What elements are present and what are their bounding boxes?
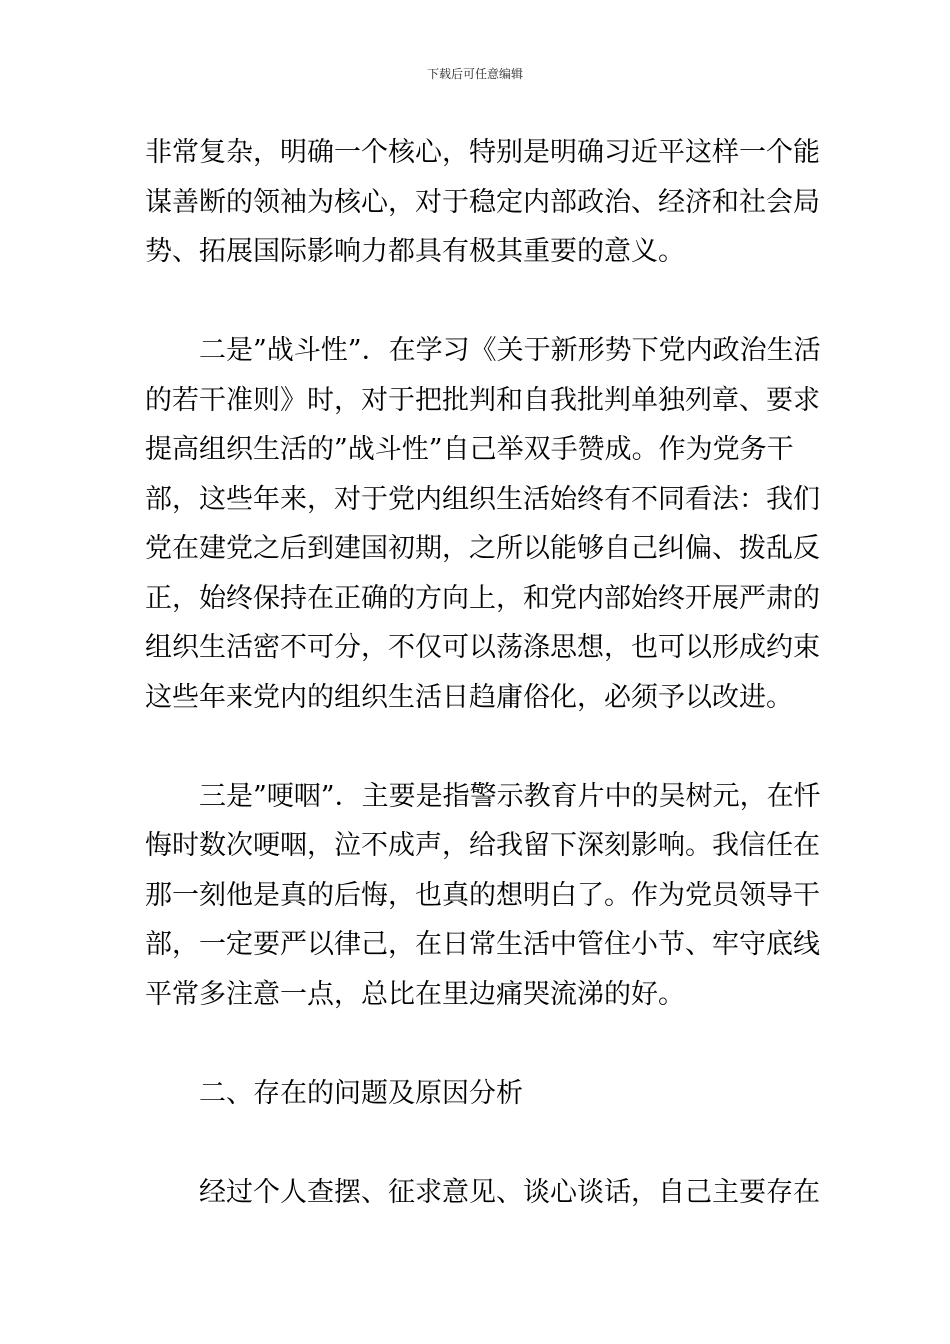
text-line: 部，这些年来，对于党内组织生活始终有不同看法：我们 <box>145 483 820 515</box>
text-line: 党在建党之后到建国初期，之所以能够自己纠偏、拨乱反 <box>145 533 820 564</box>
text-line: 部，一定要严以律己，在日常生活中管住小节、牢守底线 <box>145 929 820 960</box>
text-line: 二是”战斗性”．在学习《关于新形势下党内政治生活 <box>199 335 821 366</box>
paragraph-gap <box>145 277 810 327</box>
text-line: 的若干准则》时，对于把批判和自我批判单独列章、要求 <box>145 384 820 416</box>
paragraph <box>145 326 821 722</box>
document-body <box>145 128 821 1217</box>
text-line: 平常多注意一点，总比在里边痛哭流涕的好。 <box>145 978 685 1010</box>
text-line: 提高组织生活的”战斗性”自己举双手赞成。作为党务干 <box>145 434 794 465</box>
paragraph-gap <box>145 722 810 772</box>
text-line: 势、拓展国际影响力都具有极其重要的意义。 <box>145 236 685 267</box>
text-line: 非常复杂，明确一个核心，特别是明确习近平这样一个能 <box>145 137 820 168</box>
text-line: 谋善断的领袖为核心，对于稳定内部政治、经济和社会局 <box>145 186 820 218</box>
text-line: 正，始终保持在正确的方向上，和党内部始终开展严肃的 <box>145 582 820 614</box>
page-header: 下载后可任意编辑 <box>426 67 523 81</box>
text-line: 三是”哽咽”．主要是指警示教育片中的吴树元，在忏 <box>199 780 821 812</box>
text-line: 这些年来党内的组织生活日趋庸俗化，必须予以改进。 <box>145 681 793 713</box>
paragraph <box>145 1168 820 1218</box>
paragraph-gap <box>145 1019 810 1069</box>
text-line: 悔时数次哽咽，泣不成声，给我留下深刻影响。我信任在 <box>145 830 820 861</box>
text-line: 二、存在的问题及原因分析 <box>199 1077 523 1109</box>
paragraph <box>145 128 820 277</box>
paragraph-gap <box>145 1118 810 1168</box>
text-line: 那一刻他是真的后悔，也真的想明白了。作为党员领导干 <box>145 879 820 911</box>
text-line: 经过个人查摆、征求意见、谈心谈话，自己主要存在 <box>199 1176 820 1208</box>
text-line: 组织生活密不可分，不仅可以荡涤思想，也可以形成约束 <box>145 632 820 663</box>
section-heading <box>145 1069 810 1119</box>
paragraph <box>145 772 821 1020</box>
